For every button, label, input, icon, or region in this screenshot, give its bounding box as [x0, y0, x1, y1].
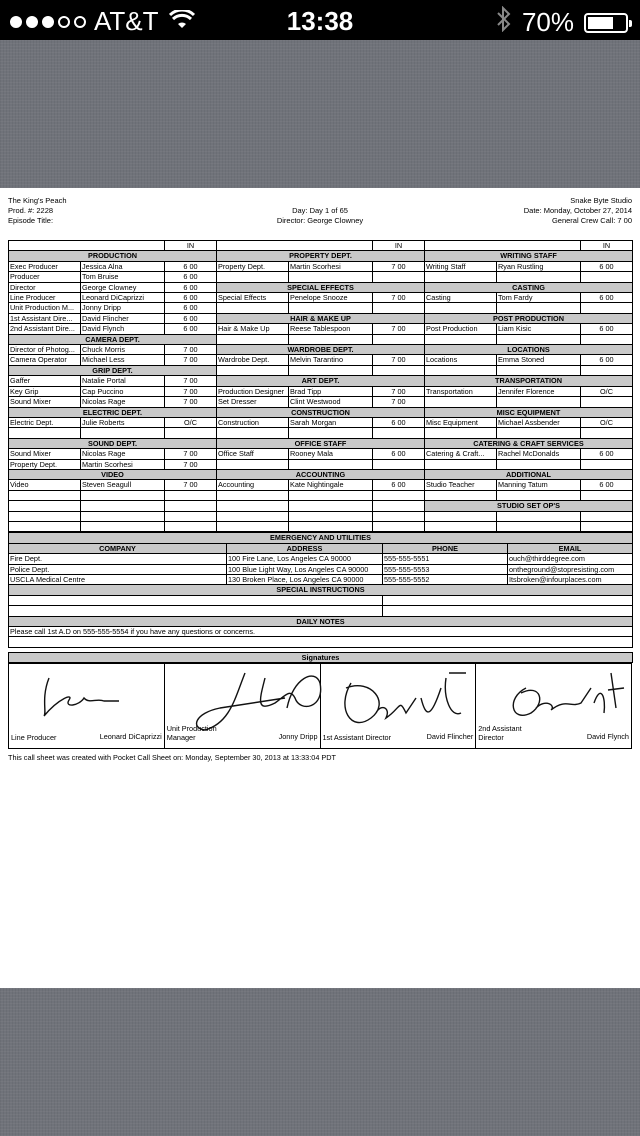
call-time: 7 00 — [373, 397, 425, 407]
section-header: LOCATIONS — [425, 345, 633, 355]
section-header: WARDROBE DEPT. — [217, 345, 425, 355]
empty-cell — [497, 459, 581, 469]
crew-name: Tom Fardy — [497, 293, 581, 303]
phone-header: PHONE — [383, 543, 508, 553]
empty-cell — [217, 428, 289, 438]
empty-cell — [425, 397, 497, 407]
table-row — [9, 438, 633, 448]
phone-link[interactable]: 555-555-5553 — [383, 564, 508, 574]
call-time: 6 00 — [581, 261, 633, 271]
crew-name: Penelope Snooze — [289, 293, 373, 303]
empty-cell — [165, 511, 217, 521]
empty-cell — [217, 272, 289, 282]
empty-cell — [165, 490, 217, 500]
empty-cell — [81, 501, 165, 511]
crew-name: Leonard DiCaprizzi — [81, 293, 165, 303]
empty-cell — [497, 272, 581, 282]
crew-name: Nicolas Rage — [81, 397, 165, 407]
table-row — [9, 355, 633, 365]
address-cell: 100 Fire Lane, Los Angeles CA 90000 — [227, 554, 383, 564]
call-time: 6 00 — [165, 303, 217, 313]
table-row — [9, 376, 633, 386]
crew-name: Sarah Morgan — [289, 417, 373, 427]
blank-cell — [9, 241, 165, 251]
empty-cell — [425, 365, 497, 375]
empty-cell — [497, 490, 581, 500]
empty-cell — [425, 459, 497, 469]
company-cell: USCLA Medical Centre — [9, 575, 227, 585]
empty-cell — [373, 511, 425, 521]
empty-cell — [373, 428, 425, 438]
empty-cell — [425, 303, 497, 313]
clock: 13:38 — [286, 6, 354, 36]
crew-name: David Flincher — [81, 313, 165, 323]
crew-role: Camera Operator — [9, 355, 81, 365]
crew-role: Construction — [217, 417, 289, 427]
signature-role: 1st Assistant Director — [322, 733, 392, 743]
table-row — [9, 449, 633, 459]
signature-line-producer — [19, 668, 129, 728]
empty-cell — [165, 501, 217, 511]
crew-role: Transportation — [425, 386, 497, 396]
table-row — [9, 428, 633, 438]
crew-role: Sound Mixer — [9, 449, 81, 459]
crew-role: Sound Mixer — [9, 397, 81, 407]
empty-cell — [581, 272, 633, 282]
empty-cell — [9, 521, 81, 531]
table-row — [9, 575, 633, 585]
section-header: OFFICE STAFF — [217, 438, 425, 448]
call-time: 7 00 — [373, 261, 425, 271]
crew-role: Locations — [425, 355, 497, 365]
linen-background-bottom — [0, 988, 640, 1136]
table-row — [9, 365, 633, 375]
crew-name: David Flynch — [81, 324, 165, 334]
empty-cell — [289, 459, 373, 469]
crew-name: Chuck Morris — [81, 345, 165, 355]
table-row — [9, 345, 633, 355]
special-instructions-cell-2 — [383, 606, 633, 616]
call-time: 7 00 — [165, 397, 217, 407]
empty-cell — [9, 428, 81, 438]
email-header: EMAIL — [508, 543, 633, 553]
empty-cell — [497, 303, 581, 313]
call-time: 6 00 — [581, 480, 633, 490]
crew-role: Key Grip — [9, 386, 81, 396]
crew-name: Rooney Mala — [289, 449, 373, 459]
table-row — [9, 501, 633, 511]
signature-role: Line Producer — [11, 733, 57, 743]
section-header: GRIP DEPT. — [9, 365, 217, 375]
empty-cell — [217, 303, 289, 313]
table-row — [9, 480, 633, 490]
call-time: 6 00 — [165, 293, 217, 303]
empty-cell — [165, 428, 217, 438]
shoot-date: Date: Monday, October 27, 2014 — [523, 206, 632, 215]
crew-table — [8, 240, 633, 532]
crew-role: Office Staff — [217, 449, 289, 459]
empty-cell — [289, 365, 373, 375]
empty-cell — [373, 303, 425, 313]
table-row — [9, 554, 633, 564]
call-time: 6 00 — [581, 324, 633, 334]
daily-notes-blank — [9, 637, 633, 647]
table-row — [9, 490, 633, 500]
crew-role: Line Producer — [9, 293, 81, 303]
empty-cell — [581, 521, 633, 531]
empty-cell — [497, 511, 581, 521]
crew-role: Hair & Make Up — [217, 324, 289, 334]
table-row — [9, 261, 633, 271]
status-right — [496, 6, 628, 39]
empty-cell — [581, 334, 633, 344]
crew-role: Special Effects — [217, 293, 289, 303]
section-header: CASTING — [425, 282, 633, 292]
table-row — [9, 459, 633, 469]
crew-name: Nicolas Rage — [81, 449, 165, 459]
signature-first-ad — [331, 668, 471, 738]
crew-name: Jonny Dripp — [81, 303, 165, 313]
carrier-name: AT&T — [94, 6, 159, 36]
signature-box — [9, 664, 165, 748]
crew-role: Post Production — [425, 324, 497, 334]
empty-cell — [81, 490, 165, 500]
empty-cell — [289, 511, 373, 521]
crew-role: Property Dept. — [9, 459, 81, 469]
email-link[interactable]: Itsbroken@infourplaces.com — [508, 575, 633, 585]
empty-cell — [373, 501, 425, 511]
battery-icon — [584, 13, 628, 33]
crew-name: Manning Tatum — [497, 480, 581, 490]
signature-role: 2nd Assistant Director — [478, 724, 522, 743]
crew-name: Kate Nightingale — [289, 480, 373, 490]
crew-name: Tom Bruise — [81, 272, 165, 282]
crew-role: Video — [9, 480, 81, 490]
empty-cell — [9, 511, 81, 521]
section-header: CONSTRUCTION — [217, 407, 425, 417]
crew-role: Misc Equipment — [425, 417, 497, 427]
section-header: POST PRODUCTION — [425, 313, 633, 323]
crew-role: Exec Producer — [9, 261, 81, 271]
crew-name: Michael Less — [81, 355, 165, 365]
call-time: 7 00 — [165, 376, 217, 386]
address-cell: 130 Broken Place, Los Angeles CA 90000 — [227, 575, 383, 585]
table-row — [9, 564, 633, 574]
empty-cell — [581, 428, 633, 438]
crew-role: Production Designer — [217, 386, 289, 396]
company-header: COMPANY — [9, 543, 227, 553]
call-time: 6 00 — [581, 293, 633, 303]
crew-role: Gaffer — [9, 376, 81, 386]
section-header: ACCOUNTING — [217, 469, 425, 479]
empty-cell — [9, 501, 81, 511]
empty-cell — [581, 490, 633, 500]
signature-box — [321, 664, 477, 748]
empty-cell — [289, 521, 373, 531]
crew-name: Martin Scorhesi — [81, 459, 165, 469]
address-header: ADDRESS — [227, 543, 383, 553]
call-time: 6 00 — [581, 355, 633, 365]
table-row — [9, 282, 633, 292]
crew-role: Unit Production M... — [9, 303, 81, 313]
empty-cell — [373, 459, 425, 469]
call-time: 7 00 — [165, 449, 217, 459]
section-header: CATERING & CRAFT SERVICES — [425, 438, 633, 448]
table-row — [9, 386, 633, 396]
call-time: 6 00 — [165, 261, 217, 271]
call-time: O/C — [581, 417, 633, 427]
table-row — [9, 334, 633, 344]
table-row — [9, 469, 633, 479]
crew-role: Property Dept. — [217, 261, 289, 271]
call-sheet-page[interactable] — [0, 188, 640, 988]
call-time: 6 00 — [581, 449, 633, 459]
crew-name: Martin Scorhesi — [289, 261, 373, 271]
crew-name: Cap Puccino — [81, 386, 165, 396]
section-header: SPECIAL EFFECTS — [217, 282, 425, 292]
phone-link[interactable]: 555-555-5552 — [383, 575, 508, 585]
table-row — [9, 397, 633, 407]
signature-box — [476, 664, 631, 748]
crew-name: Natalie Portal — [81, 376, 165, 386]
footer-note: This call sheet was created with Pocket Call Sheet on: Monday, September 30, 2013 at 13:33:04 PDT — [8, 753, 336, 763]
section-header: ELECTRIC DEPT. — [9, 407, 217, 417]
director-line: Director: George Clowney — [276, 216, 364, 225]
signature-box — [165, 664, 321, 748]
crew-role: Accounting — [217, 480, 289, 490]
table-row — [9, 521, 633, 531]
production-title: The King's Peach — [8, 196, 67, 205]
crew-sheet — [8, 240, 632, 763]
empty-cell — [81, 521, 165, 531]
empty-cell — [497, 365, 581, 375]
blank-cell — [217, 241, 373, 251]
signature-name: David Flynch — [586, 732, 629, 742]
call-time: 6 00 — [165, 272, 217, 282]
blank-cell — [425, 241, 581, 251]
empty-cell — [289, 303, 373, 313]
crew-role: 1st Assistant Dire... — [9, 313, 81, 323]
crew-name: Michael Assbender — [497, 417, 581, 427]
section-header: STUDIO SET OP'S — [425, 501, 633, 511]
call-time: 6 00 — [165, 282, 217, 292]
empty-cell — [217, 490, 289, 500]
empty-cell — [373, 521, 425, 531]
call-time: 7 00 — [165, 459, 217, 469]
table-row — [9, 417, 633, 427]
crew-role: Director — [9, 282, 81, 292]
company-cell: Fire Dept. — [9, 554, 227, 564]
battery-percent: 70% — [521, 7, 574, 37]
special-instructions-cell — [9, 595, 383, 605]
section-header: PRODUCTION — [9, 251, 217, 261]
call-time: 7 00 — [165, 386, 217, 396]
crew-name: Jennifer Florence — [497, 386, 581, 396]
empty-cell — [425, 511, 497, 521]
empty-cell — [425, 428, 497, 438]
table-row — [9, 251, 633, 261]
shoot-day: Day: Day 1 of 65 — [292, 206, 348, 215]
table-row — [9, 313, 633, 323]
signatures-row — [8, 663, 632, 749]
crew-role: Wardrobe Dept. — [217, 355, 289, 365]
phone-link[interactable]: 555-555-5551 — [383, 554, 508, 564]
empty-cell — [425, 490, 497, 500]
call-time: 6 00 — [165, 324, 217, 334]
call-sheet-header — [8, 196, 632, 228]
call-time: 7 00 — [373, 324, 425, 334]
call-time: 6 00 — [373, 417, 425, 427]
crew-name: George Clowney — [81, 282, 165, 292]
empty-cell — [217, 365, 289, 375]
in-column-header: IN — [581, 241, 633, 251]
crew-name: Brad Tipp — [289, 386, 373, 396]
empty-cell — [289, 501, 373, 511]
daily-notes-title: DAILY NOTES — [9, 616, 633, 626]
table-row — [9, 511, 633, 521]
signature-name: Jonny Dripp — [278, 732, 318, 742]
email-link[interactable]: ouch@thirddegree.com — [508, 554, 633, 564]
in-column-header: IN — [165, 241, 217, 251]
crew-name: Rachel McDonalds — [497, 449, 581, 459]
special-instructions-cell — [9, 606, 383, 616]
section-header: WRITING STAFF — [425, 251, 633, 261]
crew-role: Electric Dept. — [9, 417, 81, 427]
emergency-table — [8, 532, 633, 663]
emergency-title: EMERGENCY AND UTILITIES — [9, 533, 633, 543]
empty-cell — [425, 334, 497, 344]
company-cell: Police Dept. — [9, 564, 227, 574]
table-row — [9, 324, 633, 334]
section-header: HAIR & MAKE UP — [217, 313, 425, 323]
empty-cell — [497, 428, 581, 438]
empty-cell — [81, 428, 165, 438]
empty-cell — [217, 511, 289, 521]
call-time: 7 00 — [373, 293, 425, 303]
empty-cell — [81, 511, 165, 521]
crew-role: Casting — [425, 293, 497, 303]
section-header: VIDEO — [9, 469, 217, 479]
crew-name: Liam Kisic — [497, 324, 581, 334]
section-header: ART DEPT. — [217, 376, 425, 386]
daily-notes-text: Please call 1st A.D on 555-555-5554 if you have any questions or concerns. — [9, 627, 633, 637]
empty-cell — [497, 397, 581, 407]
crew-name: Steven Seagull — [81, 480, 165, 490]
crew-name: Ryan Rustling — [497, 261, 581, 271]
table-row — [9, 303, 633, 313]
section-header: PROPERTY DEPT. — [217, 251, 425, 261]
empty-cell — [165, 521, 217, 531]
section-header: TRANSPORTATION — [425, 376, 633, 386]
empty-cell — [497, 334, 581, 344]
linen-background-top — [0, 40, 640, 188]
empty-cell — [289, 490, 373, 500]
signatures-title: Signatures — [9, 652, 633, 662]
episode-title: Episode Title: — [8, 216, 54, 225]
special-instructions-cell-2 — [383, 595, 633, 605]
empty-cell — [289, 272, 373, 282]
table-row — [9, 407, 633, 417]
call-time: 7 00 — [373, 355, 425, 365]
table-row — [9, 293, 633, 303]
crew-role: Director of Photog... — [9, 345, 81, 355]
crew-name: Jessica Alna — [81, 261, 165, 271]
empty-cell — [581, 511, 633, 521]
empty-cell — [217, 334, 289, 344]
studio-name: Snake Byte Studio — [570, 196, 632, 205]
crew-name: Emma Stoned — [497, 355, 581, 365]
crew-role: Catering & Craft... — [425, 449, 497, 459]
bluetooth-icon — [496, 6, 512, 39]
table-row — [9, 272, 633, 282]
empty-cell — [581, 365, 633, 375]
empty-cell — [425, 521, 497, 531]
empty-cell — [425, 272, 497, 282]
section-header: ADDITIONAL — [425, 469, 633, 479]
call-time: 7 00 — [165, 345, 217, 355]
address-cell: 100 Blue Light Way, Los Angeles CA 90000 — [227, 564, 383, 574]
crew-name: Clint Westwood — [289, 397, 373, 407]
empty-cell — [217, 459, 289, 469]
empty-cell — [373, 365, 425, 375]
section-header: CAMERA DEPT. — [9, 334, 217, 344]
empty-cell — [9, 490, 81, 500]
table-row — [9, 241, 633, 251]
production-number: Prod. #: 2228 — [8, 206, 54, 215]
call-time: 7 00 — [373, 386, 425, 396]
section-header: MISC EQUIPMENT — [425, 407, 633, 417]
empty-cell — [217, 501, 289, 511]
empty-cell — [581, 397, 633, 407]
call-time: 7 00 — [165, 355, 217, 365]
call-time: 6 00 — [373, 480, 425, 490]
crew-role: Studio Teacher — [425, 480, 497, 490]
crew-name: Reese Tablespoon — [289, 324, 373, 334]
section-header: SOUND DEPT. — [9, 438, 217, 448]
crew-role: Writing Staff — [425, 261, 497, 271]
empty-cell — [373, 272, 425, 282]
crew-call: General Crew Call: 7 00 — [551, 216, 632, 225]
empty-cell — [581, 303, 633, 313]
signature-name: Leonard DiCaprizzi — [99, 732, 162, 742]
crew-role: 2nd Assistant Dire... — [9, 324, 81, 334]
empty-cell — [289, 334, 373, 344]
status-bar — [0, 0, 640, 40]
empty-cell — [581, 459, 633, 469]
call-time: 7 00 — [165, 480, 217, 490]
crew-role: Producer — [9, 272, 81, 282]
empty-cell — [373, 490, 425, 500]
call-time: 6 00 — [165, 313, 217, 323]
empty-cell — [289, 428, 373, 438]
empty-cell — [217, 521, 289, 531]
signature-name: David Flincher — [426, 732, 474, 742]
signature-role: Unit Production Manager — [166, 724, 217, 743]
crew-name: Melvin Tarantino — [289, 355, 373, 365]
special-instructions-title: SPECIAL INSTRUCTIONS — [9, 585, 633, 595]
email-link[interactable]: ontheground@stopresisting.com — [508, 564, 633, 574]
crew-name: Julie Roberts — [81, 417, 165, 427]
call-time: O/C — [581, 386, 633, 396]
crew-role: Set Dresser — [217, 397, 289, 407]
call-time: O/C — [165, 417, 217, 427]
empty-cell — [497, 521, 581, 531]
in-column-header: IN — [373, 241, 425, 251]
call-time: 6 00 — [373, 449, 425, 459]
empty-cell — [373, 334, 425, 344]
